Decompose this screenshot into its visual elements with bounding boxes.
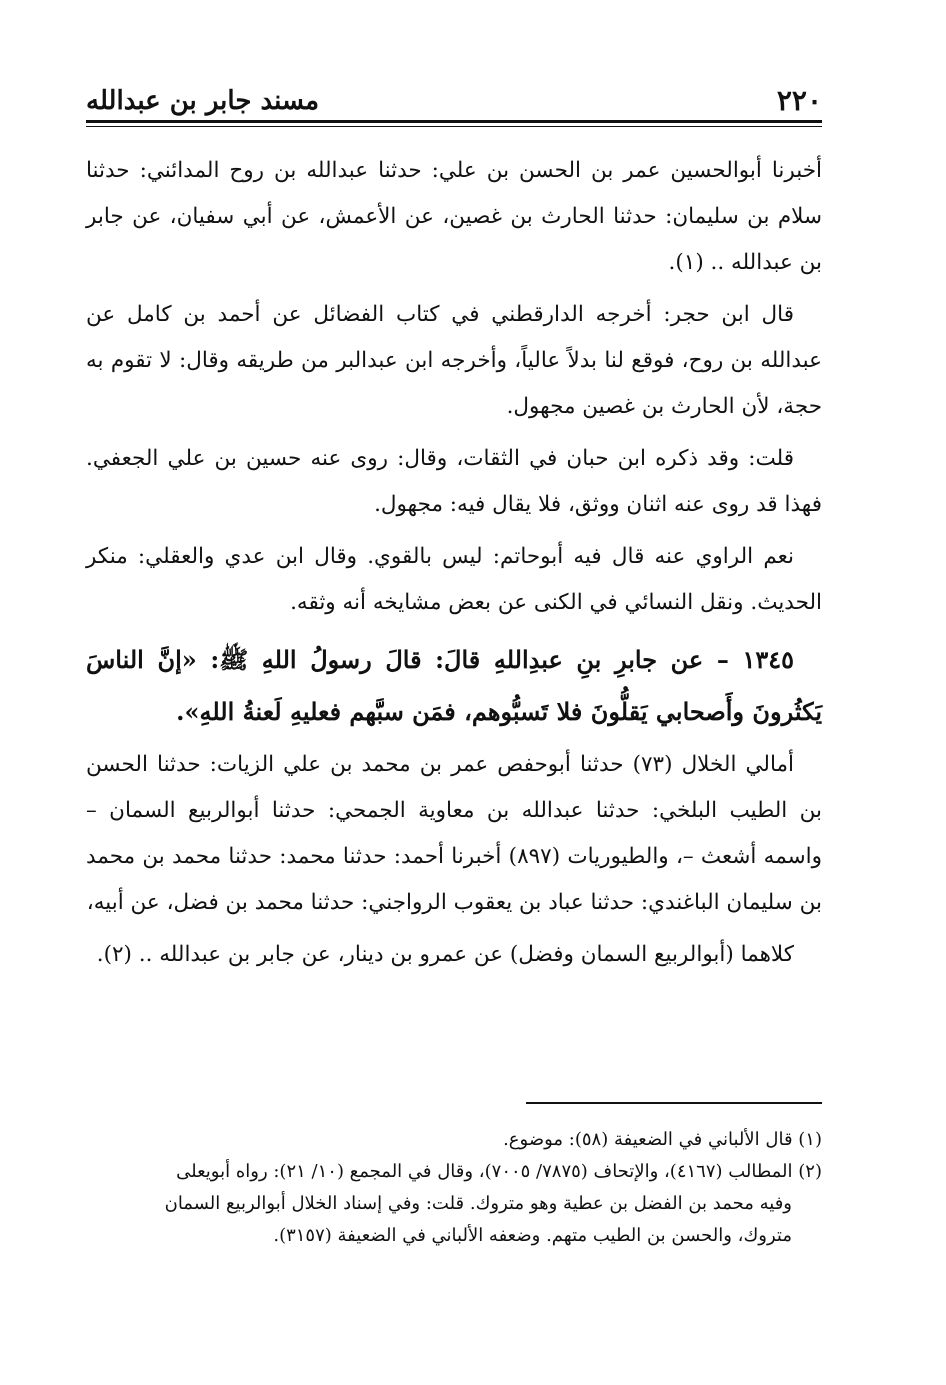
footnote-separator [526, 1102, 822, 1104]
footnote-2-line-3: متروك، والحسن بن الطيب متهم. وضعفه الألباني في الضعيفة (٣١٥٧). [273, 1225, 792, 1246]
paragraph-comment: قلت: وقد ذكره ابن حبان في الثقات، وقال: روى عنه حسين بن علي الجعفي. فهذا قد روى عنه اثنان ووثق، فلا يقال فيه: مجهول. [86, 446, 822, 517]
footnote-2-line-2: وفيه محمد بن الفضل بن عطية وهو متروك. قلت: وفي إسناد الخلال أبوالربيع السمان [164, 1193, 792, 1214]
main-text [86, 148, 822, 984]
footnote-2: (٢) المطالب (٤١٦٧)، والإتحاف (٧٨٧٥/ ٧٠٠٥)، وقال في المجمع (١٠/ ٢١): رواه أبويعلى [176, 1161, 822, 1182]
paragraph-narrator: نعم الراوي عنه قال فيه أبوحاتم: ليس بالقوي. وقال ابن عدي والعقلي: منكر الحديث. ونقل النسائي في الكنى عن بعض مشايخه أنه وثقه. [86, 544, 822, 615]
hadith-text: ١٣٤٥ – عن جابرِ بنِ عبدِاللهِ قالَ: قالَ رسولُ اللهِ ﷺ: «إنَّ الناسَ يَكثُرونَ وأَصحابي يَقلُّونَ فلا تَسبُّوهم، فمَن سبَّهم فعليهِ لَعنةُ اللهِ». [86, 645, 822, 726]
header-rule-thin [86, 126, 822, 127]
running-title: مسند جابر بن عبدالله [86, 86, 320, 116]
paragraph-sources: أمالي الخلال (٧٣) حدثنا أبوحفص عمر بن محمد بن علي الزيات: حدثنا الحسن بن الطيب البلخي: حدثنا عبدالله بن معاوية الجمحي: حدثنا أبوالربيع السمان – واسمه أشعث –، والطيوريات (٨٩٧) أخبرنا أحمد: حدثنا محمد: حدثنا محمد بن محمد بن سليمان الباغندي: حدثنا عباد بن يعقوب الرواجني: حدثنا محمد بن فضل، عن أبيه، [86, 752, 822, 915]
paragraph-ibn-hajar: قال ابن حجر: أخرجه الدارقطني في كتاب الفضائل عن أحمد بن كامل عن عبدالله بن روح، فوقع لنا بدلاً عالياً، وأخرجه ابن عبدالبر من طريقه وقال: لا تقوم به حجة، لأن الحارث بن غصين مجهول. [86, 302, 822, 419]
page-number: ٢٢٠ [776, 84, 822, 117]
header-rule [86, 120, 822, 123]
footnote-1: (١) قال الألباني في الضعيفة (٥٨): موضوع. [503, 1129, 822, 1150]
footnotes [86, 1124, 822, 1252]
page-header [86, 80, 822, 116]
paragraph-conclusion: كلاهما (أبوالربيع السمان وفضل) عن عمرو بن دينار، عن جابر بن عبدالله .. (٢). [96, 942, 794, 967]
paragraph-isnad: أخبرنا أبوالحسين عمر بن الحسن بن علي: حدثنا عبدالله بن روح المدائني: حدثنا سلام بن سليمان: حدثنا الحارث بن غصين، عن الأعمش، عن أبي سفيان، عن جابر بن عبدالله .. (١). [86, 158, 822, 275]
